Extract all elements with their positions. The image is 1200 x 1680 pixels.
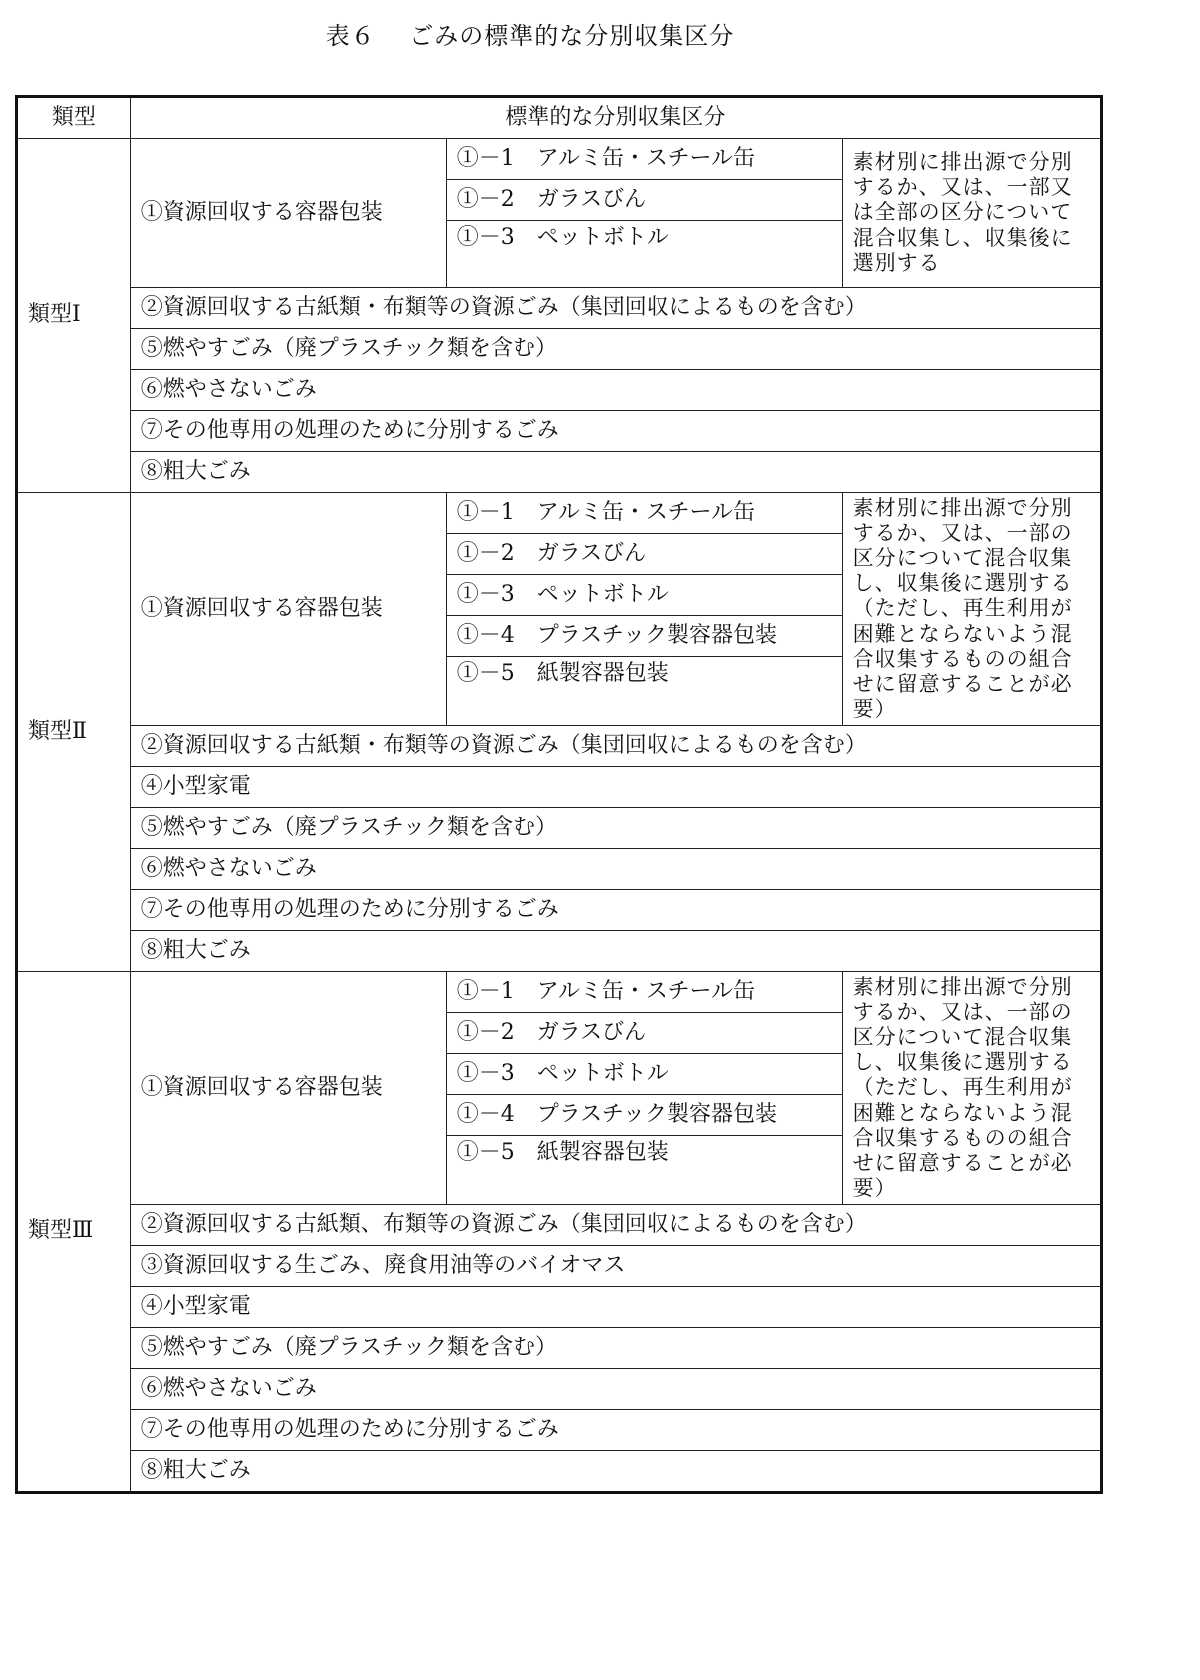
type1-container-label: ①資源回収する容器包装: [130, 139, 446, 288]
table-header-row: [17, 97, 1102, 139]
type3-sub-filler: [446, 1170, 842, 1205]
type2-row-item: ②資源回収する古紙類・布類等の資源ごみ（集団回収によるものを含む）: [130, 726, 1101, 767]
type1-note: 素材別に排出源で分別するか、又は、一部又は全部の区分について混合収集し、収集後に選別する: [842, 139, 1101, 288]
type1-label: 類型Ⅰ: [17, 139, 131, 493]
type3-row: [17, 972, 1102, 1013]
header-category: 標準的な分別収集区分: [130, 97, 1101, 139]
type3-sub-item: ①－5 紙製容器包装: [446, 1136, 842, 1171]
type1-row-item: ⑦その他専用の処理のために分別するごみ: [130, 411, 1101, 452]
type1-sub-item: ①－2 ガラスびん: [446, 180, 842, 221]
type2-row-item: ④小型家電: [130, 767, 1101, 808]
type2-container-label: ①資源回収する容器包装: [130, 493, 446, 726]
type1-row-item: ⑤燃やすごみ（廃プラスチック類を含む）: [130, 329, 1101, 370]
type3-row-item: ⑧粗大ごみ: [130, 1451, 1101, 1493]
type2-sub-item: ①－4 プラスチック製容器包装: [446, 616, 842, 657]
type3-sub-item: ①－4 プラスチック製容器包装: [446, 1095, 842, 1136]
type3-sub-item: ①－2 ガラスびん: [446, 1013, 842, 1054]
type3-label: 類型Ⅲ: [17, 972, 131, 1493]
type1-sub-filler: [446, 255, 842, 288]
type1-row: [17, 139, 1102, 180]
type3-sub-item: ①－3 ペットボトル: [446, 1054, 842, 1095]
type1-row-item: ⑥燃やさないごみ: [130, 370, 1101, 411]
type2-sub-item: ①－3 ペットボトル: [446, 575, 842, 616]
type1-sub-item: ①－1 アルミ缶・スチール缶: [446, 139, 842, 180]
type3-row-item: ⑤燃やすごみ（廃プラスチック類を含む）: [130, 1328, 1101, 1369]
table-title: 表６ ごみの標準的な分別収集区分: [325, 22, 735, 50]
type2-row-item: ⑧粗大ごみ: [130, 931, 1101, 972]
type3-sub-item: ①－1 アルミ缶・スチール缶: [446, 972, 842, 1013]
header-type: 類型: [17, 97, 131, 139]
type3-row-item: ⑦その他専用の処理のために分別するごみ: [130, 1410, 1101, 1451]
type1-row-item: ⑧粗大ごみ: [130, 452, 1101, 493]
sorting-categories-table: [15, 95, 1103, 1494]
type2-label: 類型Ⅱ: [17, 493, 131, 972]
type2-sub-filler: [446, 691, 842, 726]
type2-sub-item: ①－1 アルミ缶・スチール缶: [446, 493, 842, 534]
type1-row-item: ②資源回収する古紙類・布類等の資源ごみ（集団回収によるものを含む）: [130, 288, 1101, 329]
type1-sub-item: ①－3 ペットボトル: [446, 221, 842, 256]
type3-note: 素材別に排出源で分別するか、又は、一部の区分について混合収集し、収集後に選別する（ただし、再生利用が困難とならないよう混合収集するものの組合せに留意することが必要）: [842, 972, 1101, 1205]
type2-row-item: ⑦その他専用の処理のために分別するごみ: [130, 890, 1101, 931]
type2-sub-item: ①－2 ガラスびん: [446, 534, 842, 575]
type2-row-item: ⑥燃やさないごみ: [130, 849, 1101, 890]
type3-row-item: ②資源回収する古紙類、布類等の資源ごみ（集団回収によるものを含む）: [130, 1205, 1101, 1246]
type3-row-item: ⑥燃やさないごみ: [130, 1369, 1101, 1410]
type2-note: 素材別に排出源で分別するか、又は、一部の区分について混合収集し、収集後に選別する（ただし、再生利用が困難とならないよう混合収集するものの組合せに留意することが必要）: [842, 493, 1101, 726]
type3-row-item: ③資源回収する生ごみ、廃食用油等のバイオマス: [130, 1246, 1101, 1287]
type2-sub-item: ①－5 紙製容器包装: [446, 657, 842, 692]
type3-row-item: ④小型家電: [130, 1287, 1101, 1328]
type3-container-label: ①資源回収する容器包装: [130, 972, 446, 1205]
type2-row: [17, 493, 1102, 534]
type2-row-item: ⑤燃やすごみ（廃プラスチック類を含む）: [130, 808, 1101, 849]
